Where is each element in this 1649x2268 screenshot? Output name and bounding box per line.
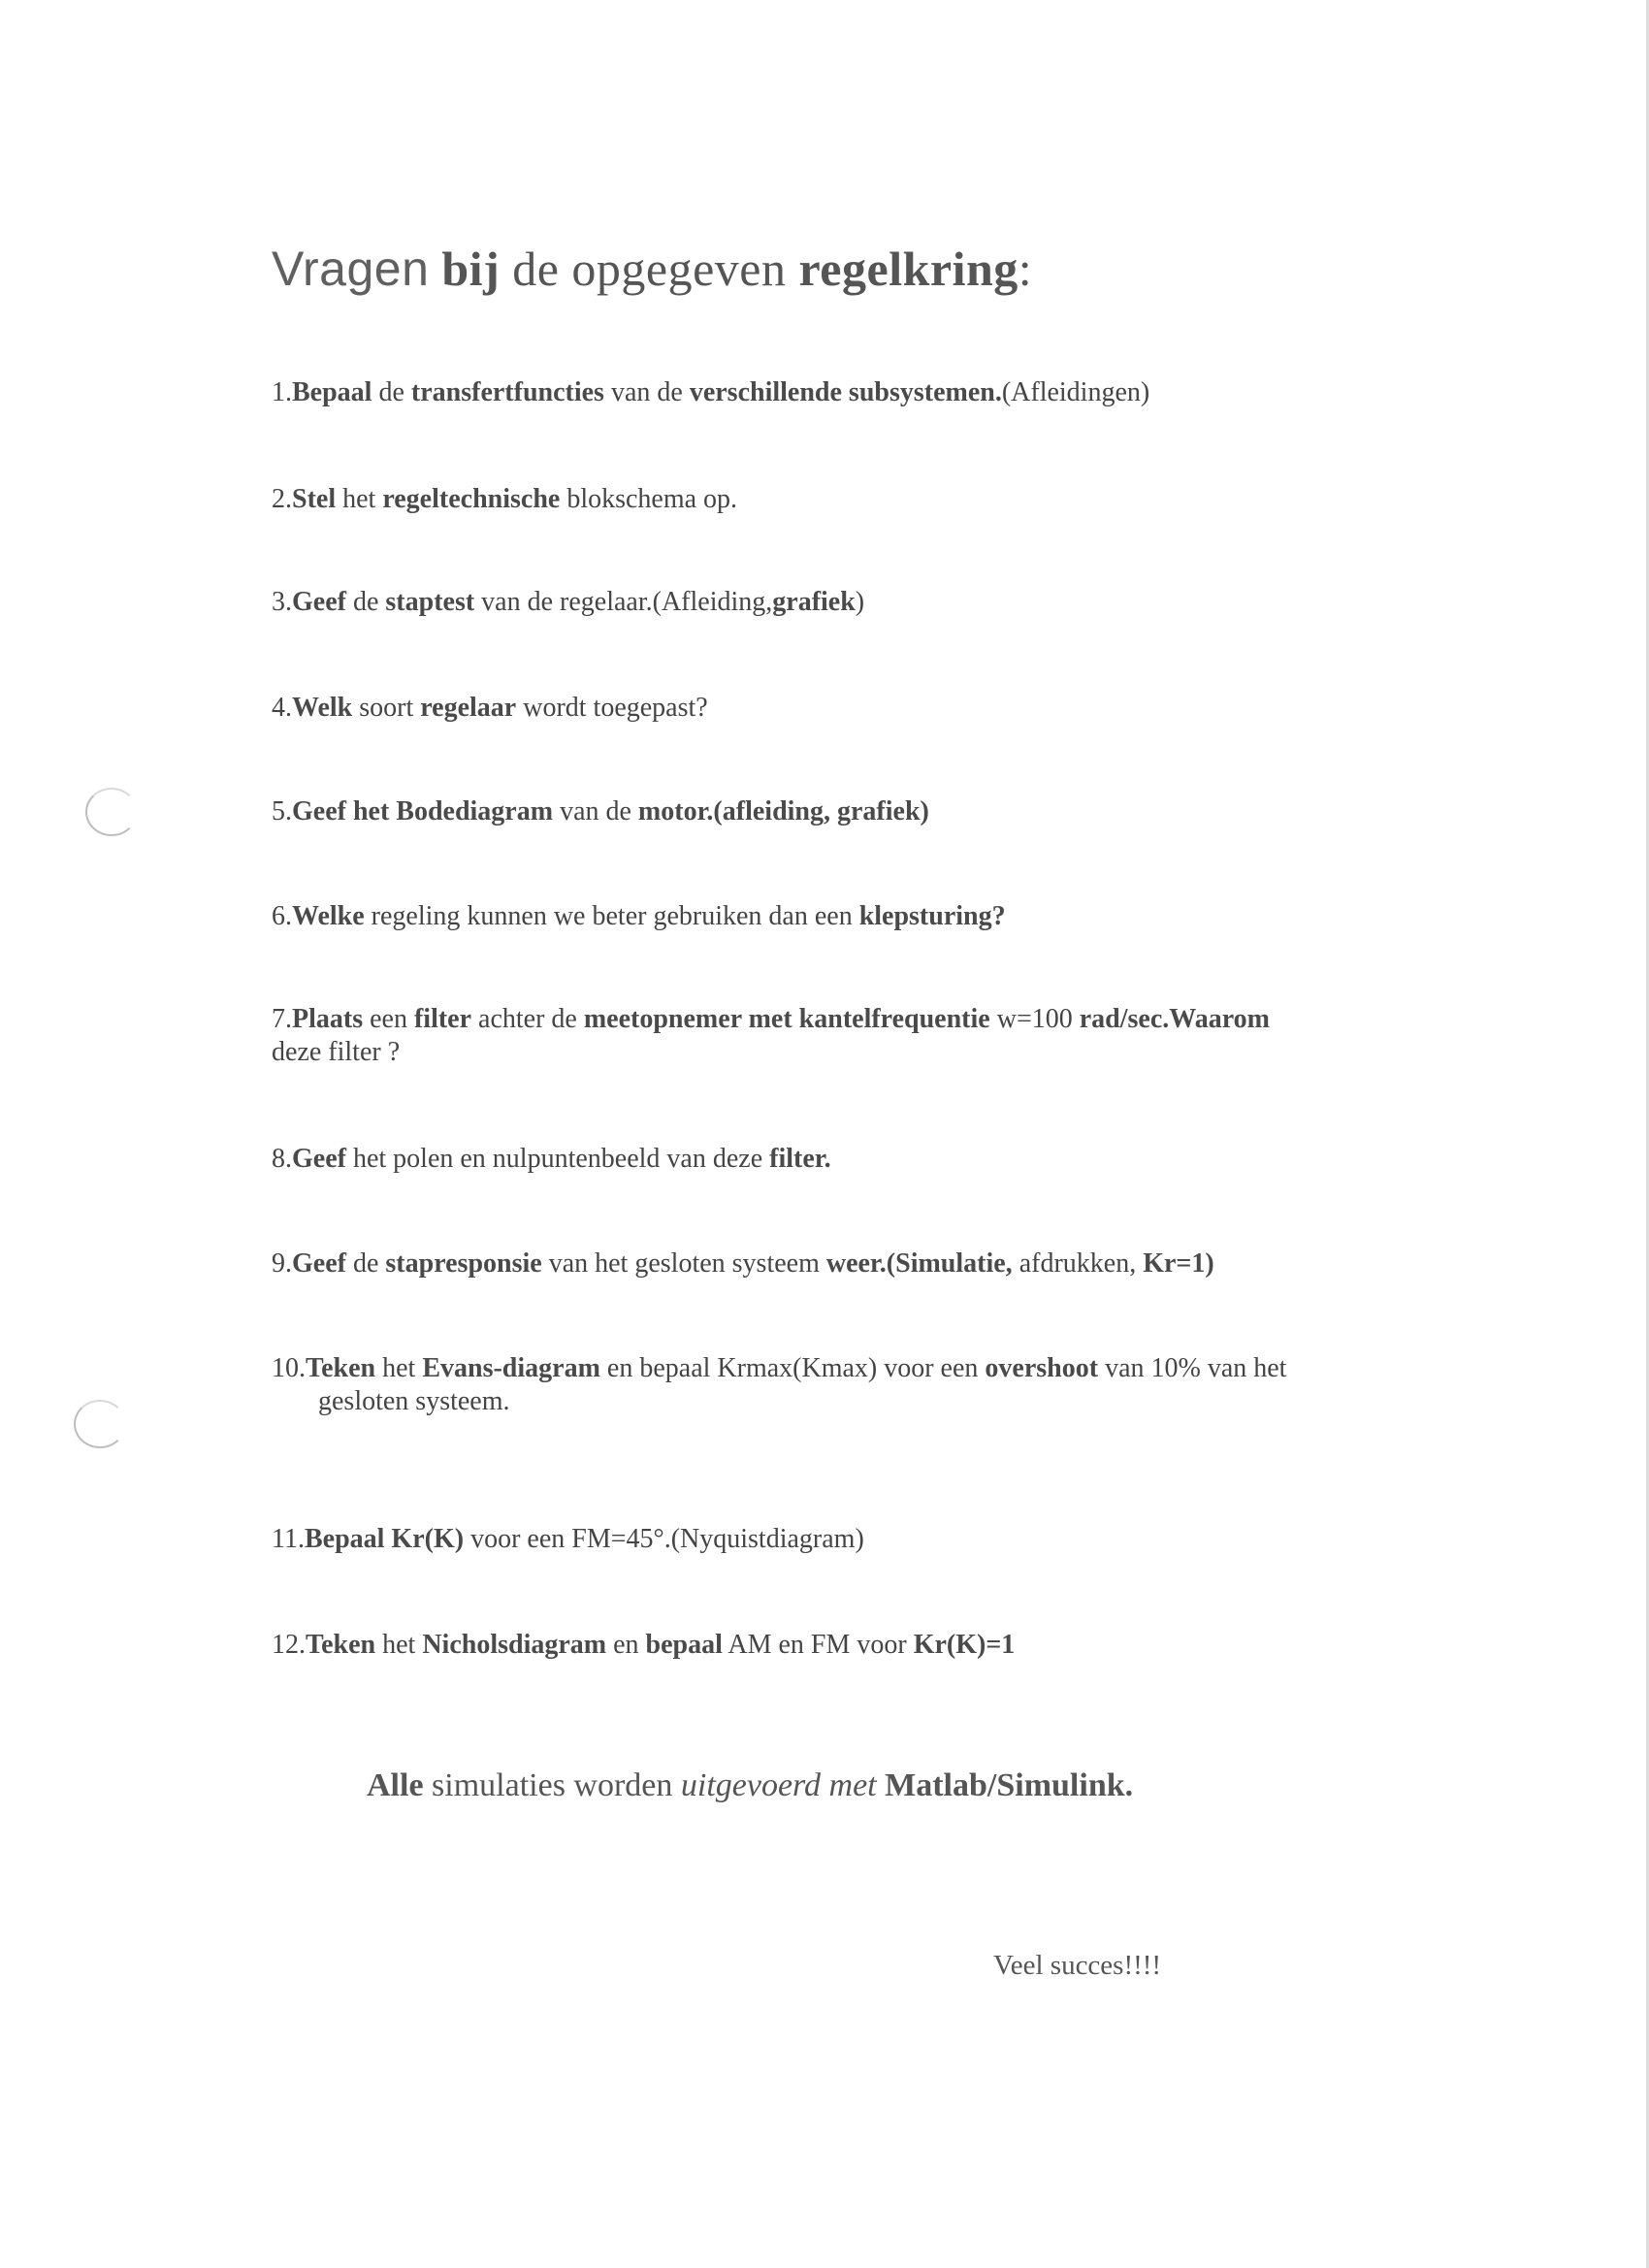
question-text: Teken (306, 1353, 376, 1383)
question-1 (272, 376, 1416, 409)
question-text: de (372, 377, 411, 407)
question-text: (Afleidingen) (1001, 377, 1150, 407)
punch-hole-top (85, 788, 138, 836)
question-text: het (375, 1353, 423, 1383)
question-text: Bepaal (292, 377, 372, 407)
question-text: Geef (292, 587, 346, 617)
closing-text: Matlab/Simulink. (876, 1767, 1134, 1803)
question-7 (272, 1003, 1416, 1069)
question-number: 9. (272, 1248, 292, 1279)
question-text: van de (553, 796, 638, 826)
question-text: deze filter ? (272, 1037, 401, 1067)
question-text: verschillende subsystemen. (689, 377, 1002, 407)
question-8 (272, 1143, 1416, 1176)
question-text: van de regelaar.(Afleiding, (474, 587, 773, 617)
question-6 (272, 900, 1416, 933)
question-number: 5. (272, 796, 292, 826)
question-text: regelaar (420, 693, 517, 723)
question-text: overshoot (985, 1353, 1099, 1383)
question-text: Teken (306, 1630, 376, 1660)
question-10 (272, 1352, 1416, 1418)
question-number: 10. (272, 1353, 306, 1383)
question-continuation: gesloten systeem. (318, 1386, 510, 1416)
question-text: w=100 (989, 1004, 1080, 1034)
question-4 (272, 692, 1416, 725)
question-text: Nicholsdiagram (422, 1630, 607, 1660)
question-12 (272, 1629, 1416, 1662)
signoff: Veel succes!!!! (993, 1950, 1162, 1981)
question-text: het (336, 484, 383, 514)
title-word-regelkring: regelkring (798, 242, 1018, 296)
question-number: 8. (272, 1144, 292, 1174)
question-text: Geef (292, 1248, 346, 1279)
question-text: Plaats (292, 1004, 364, 1034)
question-number: 12. (272, 1630, 306, 1660)
question-text: Welke (292, 901, 365, 931)
question-9 (272, 1247, 1416, 1280)
question-text: grafiek (772, 587, 856, 617)
question-3 (272, 586, 1416, 619)
question-text: blokschema op. (560, 484, 738, 514)
question-text: filter (413, 1004, 472, 1034)
question-number: 7. (272, 1004, 292, 1034)
question-text: stapresponsie (385, 1248, 542, 1279)
question-text: en bepaal Krmax(Kmax) voor een (599, 1353, 986, 1383)
question-text: soort (352, 693, 421, 723)
question-number: 11. (272, 1524, 305, 1554)
question-text: achter de (471, 1004, 584, 1034)
question-number: 2. (272, 484, 292, 514)
question-text: wordt toegepast? (516, 693, 708, 723)
question-text: van het gesloten systeem (541, 1248, 826, 1279)
page-title (272, 241, 1032, 297)
question-text: Kr=1) (1143, 1248, 1214, 1279)
question-text: het polen en nulpuntenbeeld van deze (345, 1144, 770, 1174)
closing-statement (367, 1767, 1133, 1804)
question-text: Bepaal Kr(K) (304, 1524, 465, 1554)
question-text: Geef (292, 1144, 346, 1174)
question-text: de (345, 587, 386, 617)
question-text: weer.(Simulatie, (825, 1248, 1013, 1279)
question-number: 6. (272, 901, 292, 931)
question-text: van de (603, 377, 690, 407)
question-text: Kr(K)=1 (913, 1630, 1016, 1660)
question-text: het (375, 1630, 423, 1660)
question-text: filter. (769, 1144, 831, 1174)
question-text: van 10% van het (1098, 1353, 1287, 1383)
closing-text: simulaties worden (423, 1767, 681, 1803)
question-text: motor.(afleiding, grafiek) (637, 796, 929, 826)
question-text: rad/sec.Waarom (1079, 1004, 1270, 1034)
punch-hole-bottom (74, 1400, 126, 1448)
question-text: een (363, 1004, 414, 1034)
question-text: AM en FM voor (722, 1630, 914, 1660)
question-text: meetopnemer met kantelfrequentie (583, 1004, 990, 1034)
title-word-vragen: Vragen (272, 242, 430, 296)
question-text: ) (855, 587, 865, 617)
question-number: 3. (272, 587, 292, 617)
question-text: regeltechnische (382, 484, 561, 514)
question-text: Stel (292, 484, 337, 514)
question-text: Welk (292, 693, 353, 723)
question-5 (272, 795, 1416, 828)
closing-text: Alle (367, 1767, 424, 1803)
question-text: regeling kunnen we beter gebruiken dan een (364, 901, 859, 931)
question-text: afdrukken, (1012, 1248, 1144, 1279)
question-number: 4. (272, 693, 292, 723)
title-colon: : (1018, 242, 1033, 296)
question-2 (272, 483, 1416, 516)
question-text: Evans-diagram (422, 1353, 600, 1383)
question-text: transfertfuncties (410, 377, 604, 407)
title-word-de-opgegeven: de opgegeven (512, 242, 787, 296)
closing-text: uitgevoerd met (680, 1767, 877, 1803)
question-text: en (606, 1630, 646, 1660)
title-word-bij: bij (441, 242, 501, 296)
question-11 (272, 1523, 1416, 1556)
question-text: staptest (385, 587, 475, 617)
question-text: voor een FM=45°.(Nyquistdiagram) (464, 1524, 864, 1554)
question-text: de (345, 1248, 386, 1279)
question-number: 1. (272, 377, 292, 407)
question-text: klepsturing? (858, 901, 1006, 931)
question-text: Geef het Bodediagram (292, 796, 554, 826)
question-text: bepaal (645, 1630, 723, 1660)
